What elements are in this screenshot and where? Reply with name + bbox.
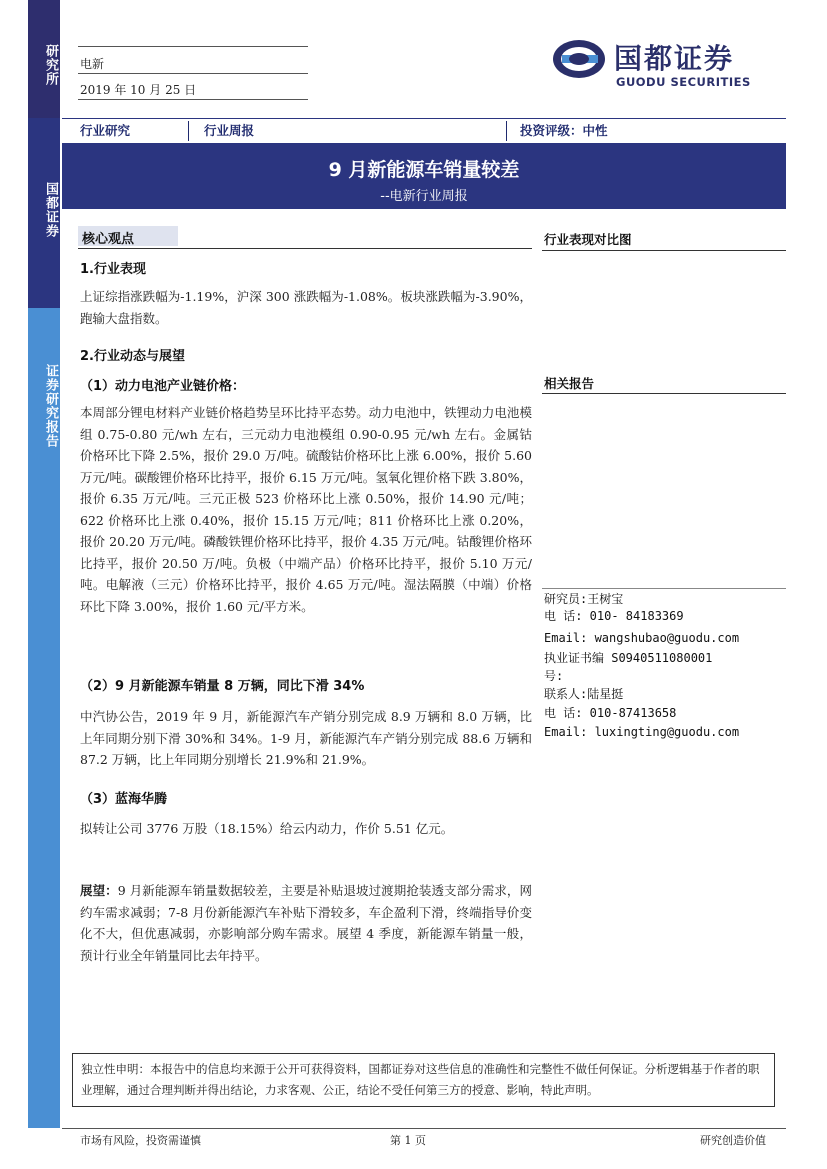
sidebar-mid-block [28,118,60,308]
core-heading: 核心观点 [82,232,135,247]
section-2-2-heading: （2）9 月新能源车销量 8 万辆，同比下滑 34% [80,679,365,694]
related-heading-rule [542,393,786,394]
report-type: 行业研究 [80,123,131,138]
analyst-name: 研究员:王树宝 [544,592,624,606]
section-2-2-text: 中汽协公告，2019 年 9 月，新能源汽车产销分别完成 8.9 万辆和 8.0 万辆，比上年同期分别下滑 30%和 34%。1-9 月，新能源汽车产销分别完成 88.6 万辆和 87.2 万辆，比上年同期分别增长 21.9%和 21.9%。 [80,709,532,767]
certificate-number-cont: 号: [544,669,564,683]
independence-disclaimer: 独立性申明：本报告中的信息均来源于公开可获得资料，国都证券对这些信息的准确性和完整性不做任何保证。分析逻辑基于作者的职业理解，通过合理判断并得出结论，力求客观、公正，结论不受任何第三方的授意、影响，特此声明。 [72,1053,775,1107]
logo-text-en: GUODU SECURITIES [616,75,751,89]
contact-phone: 电 话: 010-87413658 [544,706,677,720]
related-reports-heading: 相关报告 [544,376,595,391]
analyst-phone: 电 话: 010- 84183369 [544,609,684,623]
section-2-1-text: 本周部分锂电材料产业链价格趋势呈环比持平态势。动力电池中，铁锂动力电池模组 0.75-0.80 元/wh 左右，三元动力电池模组 0.90-0.95 元/wh 左右。金属钴价格环比下降 2.5%，报价 29.0 万/吨。硫酸钴价格环比上涨 6.00%，报价 5.60 万元/吨。碳酸锂价格环比持平，报价 6.15 万元/吨。氢氧化锂价格下跌 3.80%，报价 6.35 万元/吨。三元正极 523 价格环比上涨 0.50%，报价 14.90 元/吨；622 价格环比上涨 0.40%，报价 15.15 万元/吨；811 价格环比上涨 0.20%，报价 20.20 万元/吨。磷酸铁锂价格环比持平，报价 4.35 万元/吨。钴酸锂价格环比持平，报价 20.50 万/吨。负极（中端产品）价格环比持平，报价 5.10 万元/吨。电解液（三元）价格环比持平，报价 4.65 万元/吨。湿法隔膜（中端）价格环比下降 3.00%，报价 1.60 元/平方米。 [80,405,532,614]
outlook-text: 9 月新能源车销量数据较差，主要是补贴退坡过渡期抢装透支部分需求，网约车需求减弱；7-8 月份新能源汽车补贴下滑较多，车企盈利下滑，终端指导价变化不大，但优惠减弱，亦影响部分购车需求。展望 4 季度，新能源车销量一般，预计行业全年销量同比去年持平。 [80,883,532,963]
report-subtype: 行业周报 [204,123,255,138]
analyst-email[interactable]: Email: wangshubao@guodu.com [544,631,740,645]
footer-rule [62,1128,786,1129]
section-2-heading: 2.行业动态与展望 [80,349,185,364]
header-rule-bottom [78,99,308,100]
footer-risk-note: 市场有风险，投资需谨慎 [80,1134,201,1147]
guodu-logo-icon [552,38,606,80]
section-2-3-heading: （3）蓝海华腾 [80,792,168,807]
section-2-1-heading: （1）动力电池产业链价格： [80,379,246,394]
section-1-heading: 1.行业表现 [80,262,146,277]
chart-heading: 行业表现对比图 [544,232,632,247]
header-industry: 电新 [80,57,105,71]
header-date: 2019 年 10 月 25 日 [80,83,197,97]
logo-text-cn: 国都证券 [614,42,735,75]
sidebar-top-block [28,0,60,118]
bar-divider [188,121,189,141]
header-rule-top [78,46,308,47]
footer-slogan: 研究创造价值 [700,1134,766,1147]
analyst-rule [542,588,786,589]
certificate-number: 执业证书编 S0940511080001 [544,651,713,665]
section-1-text: 上证综指涨跌幅为-1.19%，沪深 300 涨跌幅为-1.08%。板块涨跌幅为-3.90%，跑输大盘指数。 [80,289,532,326]
page-number: 第 1 页 [390,1134,426,1147]
sidebar-top-label: 研究所 [43,44,58,86]
title-banner [62,143,786,209]
sidebar-bottom-block [28,308,60,1128]
section-2-3-text: 拟转让公司 3776 万股（18.15%）给云内动力，作价 5.51 亿元。 [80,821,454,836]
report-title: 9 月新能源车销量较差 [328,159,520,181]
report-type-bar [62,118,786,144]
outlook-paragraph [80,880,532,966]
bar-divider [506,121,507,141]
header-rule-mid [78,73,308,74]
contact-email[interactable]: Email: luxingting@guodu.com [544,725,740,739]
contact-name: 联系人:陆星挺 [544,687,624,701]
investment-rating: 投资评级：中性 [520,123,608,138]
outlook-label: 展望： [80,883,118,898]
sidebar-bottom-label: 证券研究报告 [43,364,58,448]
chart-heading-rule [542,250,786,251]
sidebar-mid-label: 国都证券 [43,182,58,238]
core-heading-rule [78,248,532,249]
report-subtitle: --电新行业周报 [380,189,468,204]
